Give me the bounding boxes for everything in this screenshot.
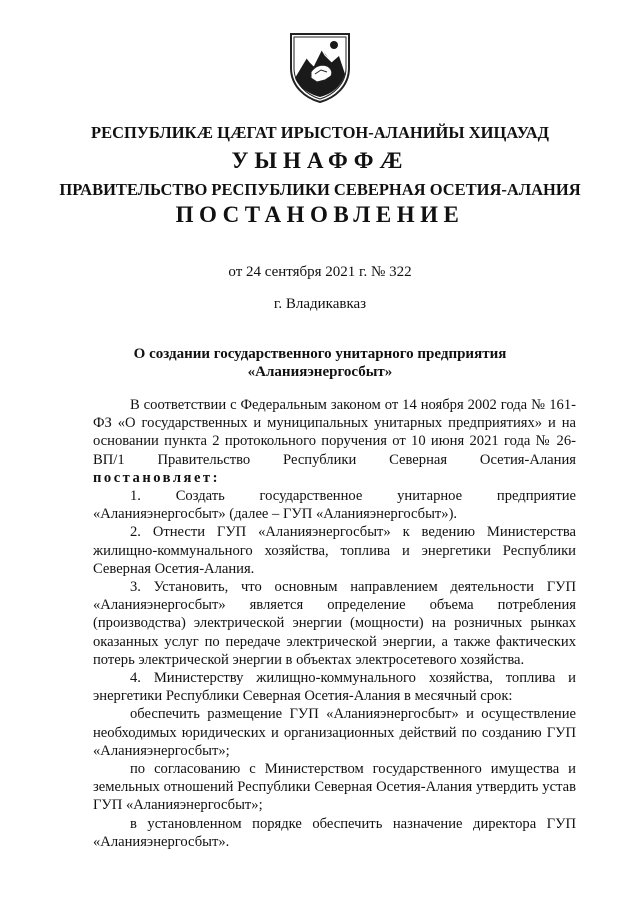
- item-2: 2. Отнести ГУП «Аланияэнергосбыт» к ведению Министерства жилищно-коммунального хозяйства, топлива и энергетики Республики Северная Осетия-Алания.: [93, 524, 576, 577]
- preamble-paragraph: [93, 396, 576, 487]
- item-3: 3. Установить, что основным направлением деятельности ГУП «Аланияэнергосбыт» является определение объема потребления (производства) электрической энергии (мощности) на розничных рынках оказанных услуг по передаче электрической энергии, а также фактических потерь электрической энергии в объектах электросетевого хозяйства.: [93, 579, 576, 668]
- coat-of-arms-emblem: [287, 28, 353, 104]
- resolves-word: постановляет:: [93, 469, 220, 486]
- date-and-number: от 24 сентября 2021 г. № 322: [228, 264, 412, 280]
- document-subject: [0, 345, 640, 381]
- subject-line-2: «Аланияэнергосбыт»: [247, 364, 393, 380]
- document-body: [93, 396, 576, 851]
- city: г. Владикавказ: [273, 296, 367, 312]
- government-name-russian: ПРАВИТЕЛЬСТВО РЕСПУБЛИКИ СЕВЕРНАЯ ОСЕТИЯ-АЛАНИЯ: [59, 180, 581, 199]
- preamble-text: В соответствии с Федеральным законом от 14 ноября 2002 года № 161-ФЗ «О государственных и муниципальных унитарных предприятиях» и на основании пункта 2 протокольного поручения от 10 июня 2021 года № 26-ВП/1 Правительство Республики Северная Осетия-Алания: [93, 397, 576, 468]
- republic-name-ossetian: РЕСПУБЛИКӔ ЦӔГАТ ИРЫСТОН-АЛАНИЙЫ ХИЦАУАД: [90, 123, 549, 142]
- item-4-subitem-b: по согласованию с Министерством государственного имущества и земельных отношений Республики Северная Осетия-Алания утвердить устав ГУП «Аланияэнергосбыт»;: [93, 761, 576, 814]
- item-4: 4. Министерству жилищно-коммунального хозяйства, топлива и энергетики Республики Северная Осетия-Алания в месячный срок:: [93, 670, 576, 705]
- item-4-subitem-c: в установленном порядке обеспечить назначение директора ГУП «Аланияэнергосбыт».: [93, 815, 576, 850]
- resolution-title-ossetian: УЫНАФФӔ: [231, 148, 409, 173]
- item-1: 1. Создать государственное унитарное предприятие «Аланияэнергосбыт» (далее – ГУП «Аланияэнергосбыт»).: [93, 488, 576, 523]
- item-4-subitem-a: обеспечить размещение ГУП «Аланияэнергосбыт» и осуществление необходимых юридических и организационных действий по созданию ГУП «Аланияэнергосбыт»;: [93, 706, 576, 759]
- subject-line-1: О создании государственного унитарного предприятия: [133, 346, 507, 362]
- resolution-title-russian: ПОСТАНОВЛЕНИЕ: [175, 202, 465, 227]
